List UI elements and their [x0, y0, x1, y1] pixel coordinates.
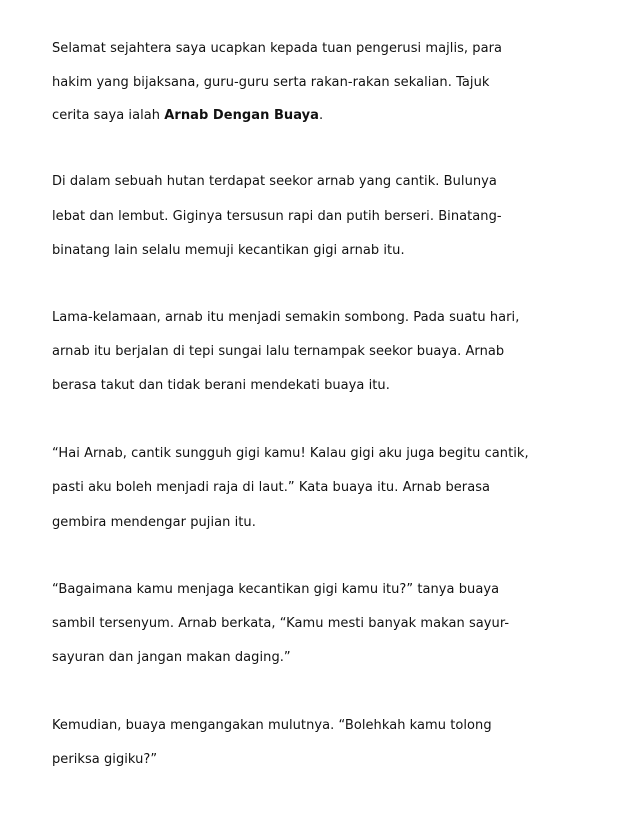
text-line: gembira mendengar pujian itu.: [52, 515, 256, 530]
text-line: berasa takut dan tidak berani mendekati buaya itu.: [52, 378, 390, 393]
text-line: binatang lain selalu memuji kecantikan gigi arnab itu.: [52, 243, 405, 258]
text-line: Selamat sejahtera saya ucapkan kepada tuan pengerusi majlis, para: [52, 41, 503, 56]
text-line: sambil tersenyum. Arnab berkata, “Kamu mesti banyak makan sayur-: [52, 616, 510, 631]
text-segment: .: [319, 108, 324, 123]
text-line: Di dalam sebuah hutan terdapat seekor arnab yang cantik. Bulunya: [52, 174, 497, 189]
text-line: pasti aku boleh menjadi raja di laut.” Kata buaya itu. Arnab berasa: [52, 480, 491, 495]
text-line: hakim yang bijaksana, guru-guru serta rakan-rakan sekalian. Tajuk: [52, 75, 490, 90]
text-line: Lama-kelamaan, arnab itu menjadi semakin sombong. Pada suatu hari,: [52, 310, 520, 325]
text-line: “Bagaimana kamu menjaga kecantikan gigi kamu itu?” tanya buaya: [52, 582, 500, 597]
text-line: sayuran dan jangan makan daging.”: [52, 650, 291, 665]
text-line: arnab itu berjalan di tepi sungai lalu ternampak seekor buaya. Arnab: [52, 344, 505, 359]
text-line: “Hai Arnab, cantik sungguh gigi kamu! Kalau gigi aku juga begitu cantik,: [52, 446, 529, 461]
text-segment: cerita saya ialah: [52, 108, 165, 123]
text-line: lebat dan lembut. Giginya tersusun rapi dan putih berseri. Binatang-: [52, 209, 502, 224]
text-line-title: [52, 108, 323, 123]
text-line: Kemudian, buaya mengangakan mulutnya. “Bolehkah kamu tolong: [52, 718, 492, 733]
text-line: periksa gigiku?”: [52, 752, 158, 767]
story-title: Arnab Dengan Buaya: [164, 108, 320, 123]
